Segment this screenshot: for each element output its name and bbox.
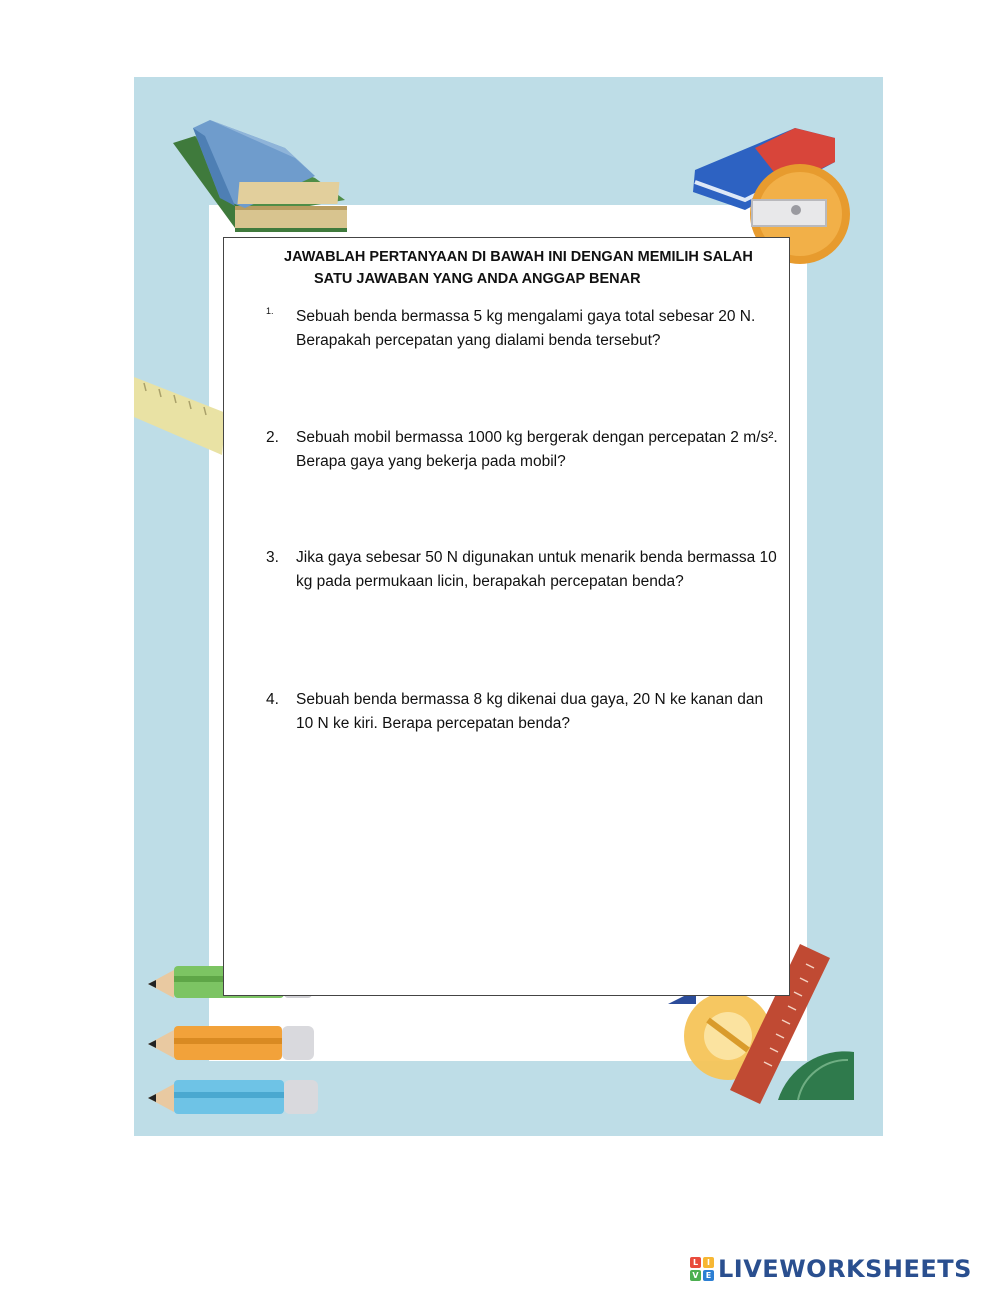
logo-letter: L [690,1257,701,1268]
brand-name: LIVEWORKSHEETS [718,1255,972,1283]
logo-mark-icon [690,1257,714,1281]
question-4 [266,688,781,736]
worksheet-card [223,237,790,996]
question-number: 3. [266,549,279,566]
question-text: Sebuah benda bermassa 8 kg dikenai dua gaya, 20 N ke kanan dan 10 N ke kiri. Berapa percepatan benda? [296,691,764,732]
question-number: 4. [266,691,279,708]
question-number: 1. [266,306,274,316]
question-2 [266,426,781,474]
heading-line-1: JAWABLAH PERTANYAAN DI BAWAH INI DENGAN MEMILIH SALAH [284,249,753,265]
logo-letter: E [703,1270,714,1281]
worksheet-heading [284,246,784,290]
liveworksheets-logo[interactable] [690,1254,972,1284]
question-text: Sebuah benda bermassa 5 kg mengalami gaya total sebesar 20 N. Berapakah percepatan yang dialami benda tersebut? [296,308,756,349]
question-text: Sebuah mobil bermassa 1000 kg bergerak dengan percepatan 2 m/s². Berapa gaya yang bekerja pada mobil? [296,429,778,470]
pencil-blue-icon [146,1076,322,1118]
logo-letter: V [690,1270,701,1281]
question-3 [266,546,781,594]
question-1 [266,305,781,353]
question-number: 2. [266,429,279,446]
logo-letter: I [703,1257,714,1268]
books-icon [165,118,350,238]
ruler-icon [134,375,226,457]
pencil-orange-icon [146,1022,318,1064]
heading-line-2: SATU JAWABAN YANG ANDA ANGGAP BENAR [314,271,641,287]
question-text: Jika gaya sebesar 50 N digunakan untuk menarik benda bermassa 10 kg pada permukaan licin, berapakah percepatan benda? [296,549,777,590]
